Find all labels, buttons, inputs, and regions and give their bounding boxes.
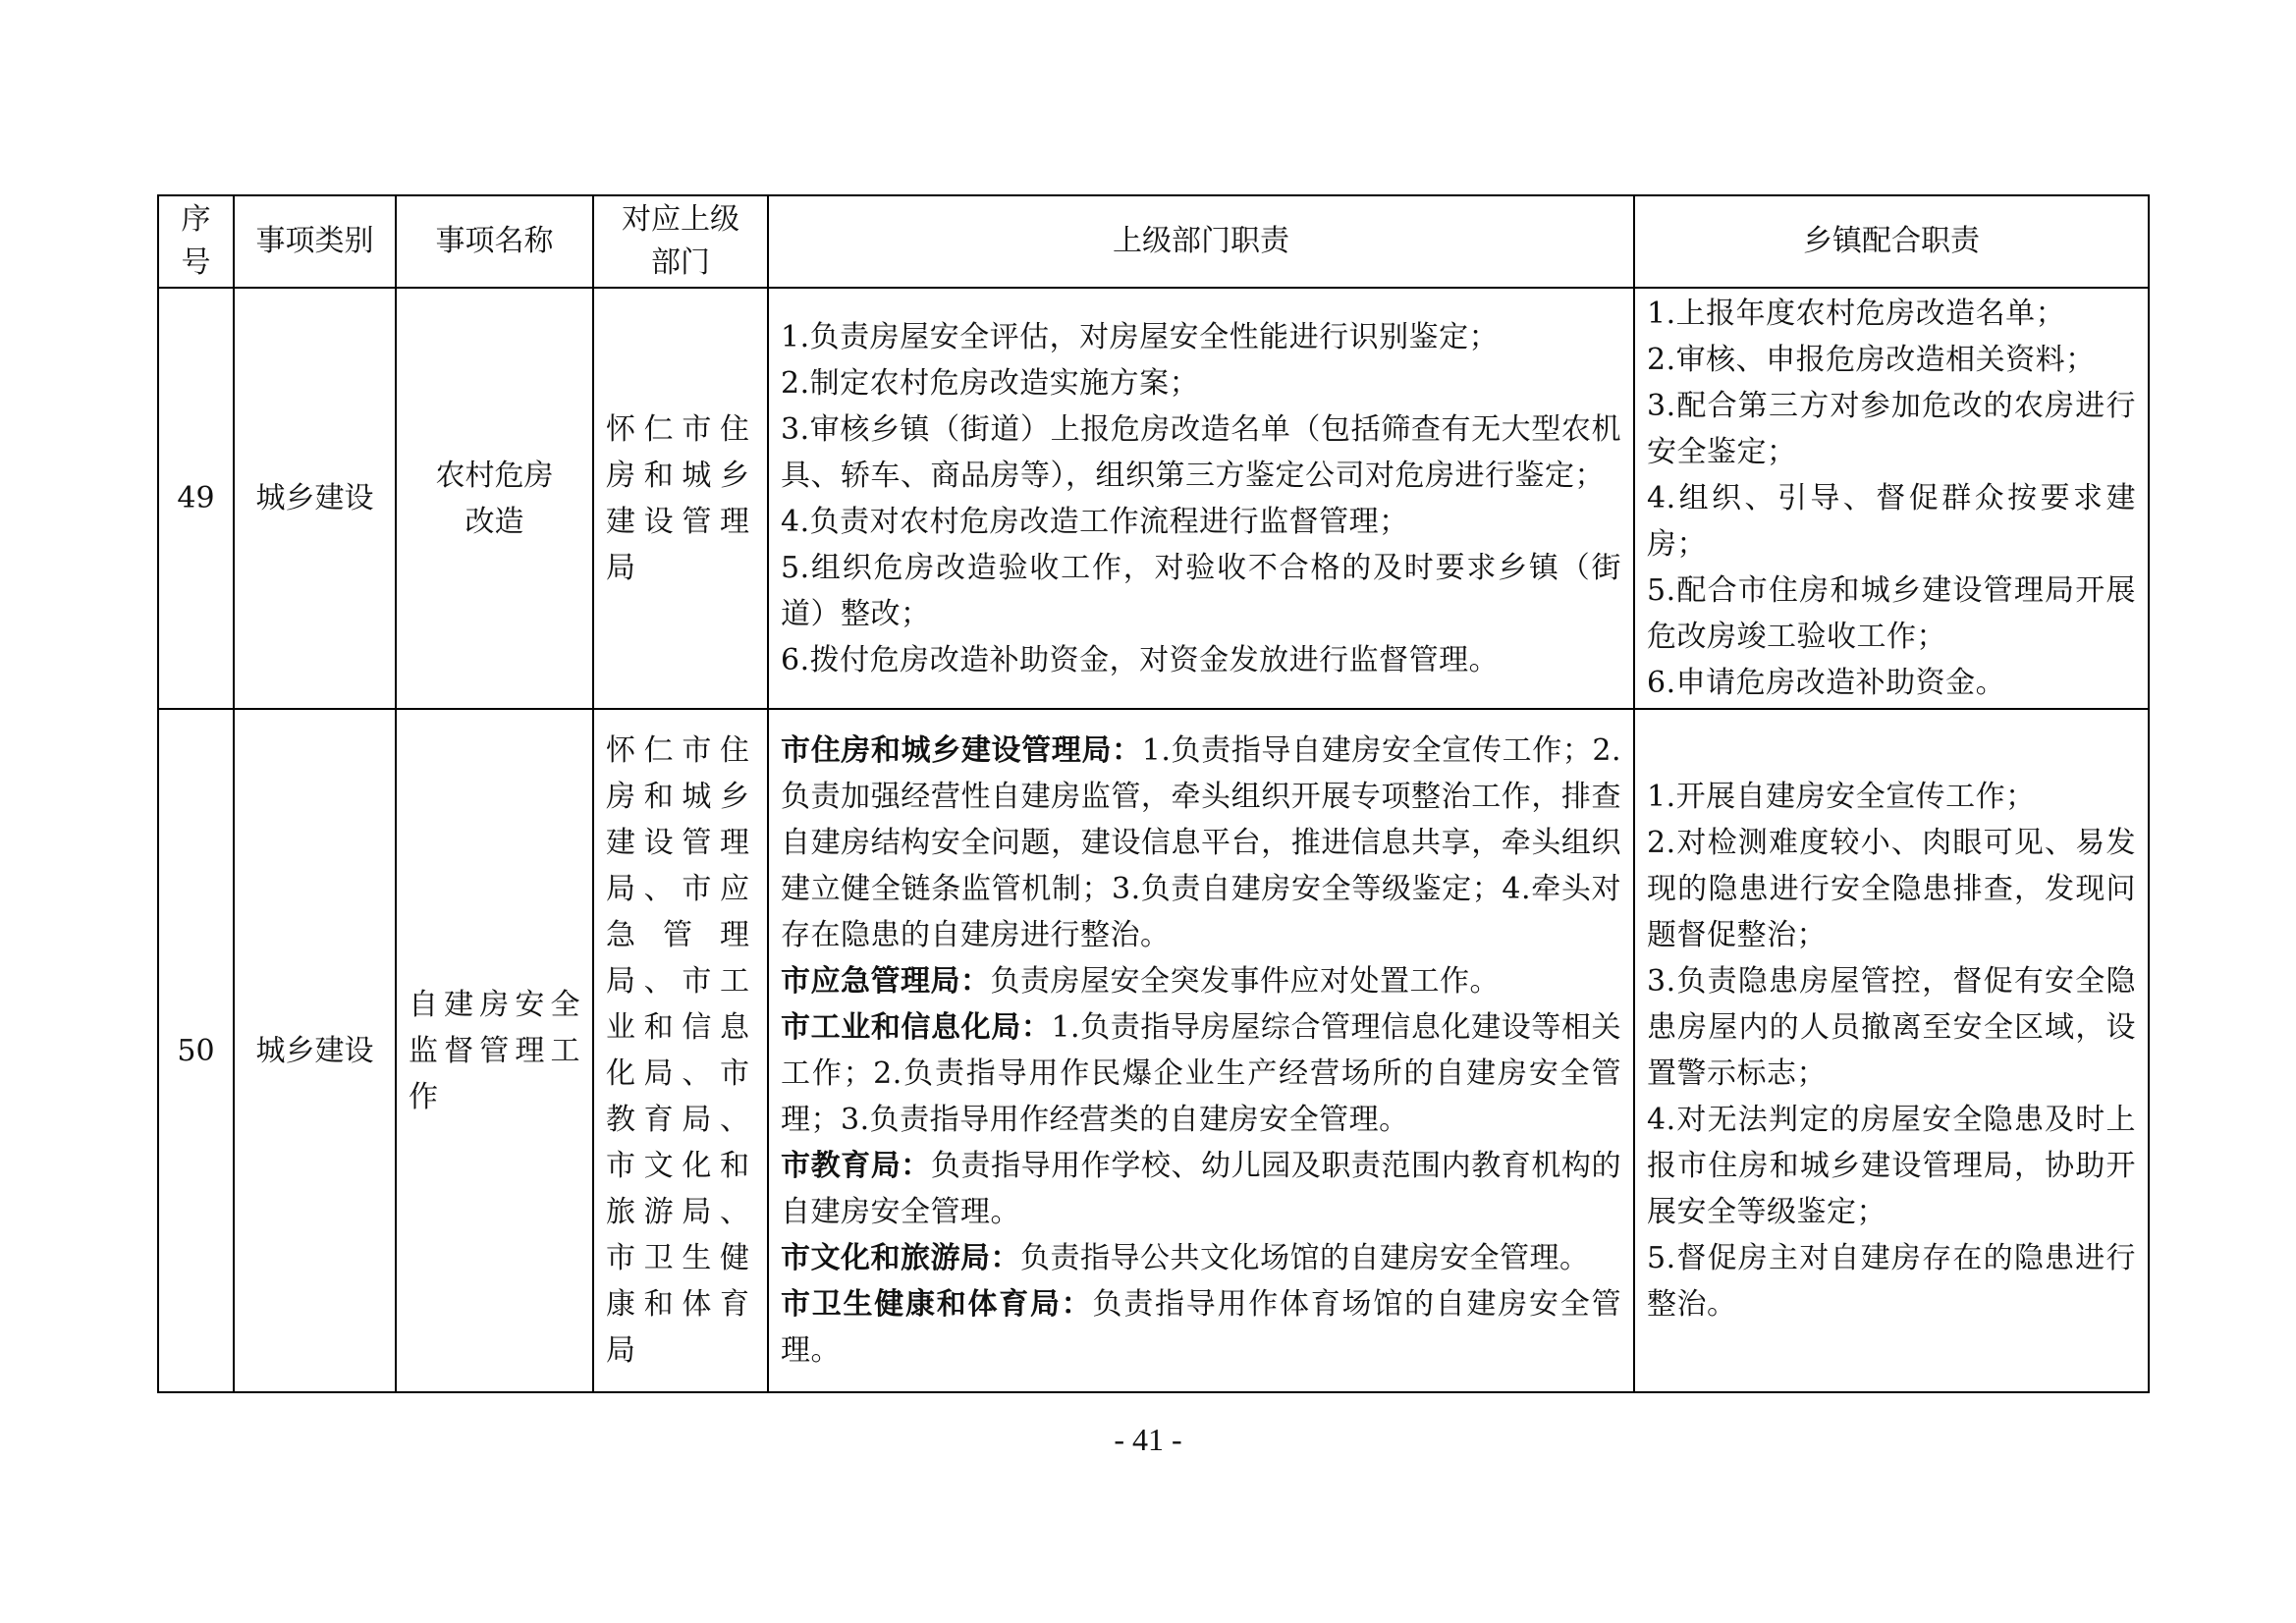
row-category: 城乡建设 xyxy=(234,288,396,709)
dept-duty-paragraph xyxy=(781,728,1621,958)
dept-duty-text: 1.负责指导房屋综合管理信息化建设等相关工作；2.负责指导用作民爆企业生产经营场所的自建房安全管理；3.负责指导用作经营类的自建房安全管理。 xyxy=(781,1010,1622,1137)
dept-name: 市教育局： xyxy=(781,1149,931,1183)
table-row xyxy=(158,709,2149,1392)
town-duty-line: 6.申请危房改造补助资金。 xyxy=(1647,666,2006,700)
header-category: 事项类别 xyxy=(234,195,396,288)
dept-name: 市卫生健康和体育局： xyxy=(781,1287,1093,1322)
row-town-duties xyxy=(1634,709,2149,1392)
dept-duty-paragraph xyxy=(781,1281,1621,1374)
duty-line: 4.负责对农村危房改造工作流程进行监督管理； xyxy=(781,504,1409,539)
header-dept: 对应上级部门 xyxy=(593,195,768,288)
duty-line: 2.制定农村危房改造实施方案； xyxy=(781,365,1200,401)
row-town-duties xyxy=(1634,288,2149,709)
dept-duty-text: 负责指导用作体育场馆的自建房安全管理。 xyxy=(781,1287,1621,1368)
dept-duty-text: 负责指导用作学校、幼儿园及职责范围内教育机构的自建房安全管理。 xyxy=(781,1149,1622,1229)
table-header-row xyxy=(158,195,2149,288)
row-dept: 怀仁市住房和城乡建设管理局、市应急管理局、市工业和信息化局、市教育局、市文化和旅游局、市卫生健康和体育局 xyxy=(593,709,768,1392)
row-no: 50 xyxy=(158,709,234,1392)
dept-name: 市应急管理局： xyxy=(781,964,991,999)
town-duty-line: 1.上报年度农村危房改造名单； xyxy=(1647,297,2066,331)
dept-duty-text: 负责房屋安全突发事件应对处置工作。 xyxy=(990,964,1500,999)
dept-duty-paragraph xyxy=(781,1235,1621,1281)
duty-line: 6.拨付危房改造补助资金，对资金发放进行监督管理。 xyxy=(781,642,1500,677)
dept-name: 市文化和旅游局： xyxy=(781,1241,1020,1275)
dept-name: 市工业和信息化局： xyxy=(781,1010,1052,1045)
town-duty-line: 5.督促房主对自建房存在的隐患进行整治。 xyxy=(1647,1241,2136,1322)
duty-line: 5.组织危房改造验收工作，对验收不合格的及时要求乡镇（街道）整改； xyxy=(781,550,1621,631)
table-row xyxy=(158,288,2149,709)
dept-name: 市住房和城乡建设管理局： xyxy=(781,733,1142,768)
row-upper-duties xyxy=(768,709,1634,1392)
row-dept: 怀仁市住房和城乡建设管理局 xyxy=(593,288,768,709)
row-no: 49 xyxy=(158,288,234,709)
row-item-name: 自建房安全监督管理工作 xyxy=(396,709,593,1392)
responsibility-table xyxy=(157,194,2150,1393)
header-town-duties: 乡镇配合职责 xyxy=(1634,195,2149,288)
town-duty-line: 3.负责隐患房屋管控，督促有安全隐患房屋内的人员撤离至安全区域，设置警示标志； xyxy=(1647,964,2136,1091)
town-duty-line: 1.开展自建房安全宣传工作； xyxy=(1647,780,2036,814)
town-duty-line: 4.组织、引导、督促群众按要求建房； xyxy=(1647,481,2136,562)
town-duty-line: 5.配合市住房和城乡建设管理局开展危改房竣工验收工作； xyxy=(1647,573,2136,654)
dept-duty-paragraph xyxy=(781,958,1621,1004)
town-duty-line: 3.配合第三方对参加危改的农房进行安全鉴定； xyxy=(1647,389,2136,469)
town-duty-line: 2.对检测难度较小、肉眼可见、易发现的隐患进行安全隐患排查，发现问题督促整治； xyxy=(1647,826,2136,952)
dept-duty-paragraph xyxy=(781,1143,1621,1235)
duty-line: 3.审核乡镇（街道）上报危房改造名单（包括筛查有无大型农机具、轿车、商品房等），组织第三方鉴定公司对危房进行鉴定； xyxy=(781,411,1621,493)
header-upper-duties: 上级部门职责 xyxy=(768,195,1634,288)
header-name: 事项名称 xyxy=(396,195,593,288)
town-duty-line: 2.审核、申报危房改造相关资料； xyxy=(1647,343,2096,377)
row-upper-duties xyxy=(768,288,1634,709)
row-category: 城乡建设 xyxy=(234,709,396,1392)
town-duty-line: 4.对无法判定的房屋安全隐患及时上报市住房和城乡建设管理局，协助开展安全等级鉴定； xyxy=(1647,1103,2136,1229)
dept-duty-text: 负责指导公共文化场馆的自建房安全管理。 xyxy=(1020,1241,1590,1275)
page-number: - 41 - xyxy=(1114,1422,1182,1457)
dept-duty-paragraph xyxy=(781,1004,1621,1143)
dept-duty-text: 1.负责指导自建房安全宣传工作；2.负责加强经营性自建房监管，牵头组织开展专项整治工作，排查自建房结构安全问题，建设信息平台，推进信息共享，牵头组织建立健全链条监管机制；3.负责自建房安全等级鉴定；4.牵头对存在隐患的自建房进行整治。 xyxy=(781,733,1621,952)
header-no: 序号 xyxy=(158,195,234,288)
row-item-name: 农村危房改造 xyxy=(396,288,593,709)
duty-line: 1.负责房屋安全评估，对房屋安全性能进行识别鉴定； xyxy=(781,319,1500,354)
